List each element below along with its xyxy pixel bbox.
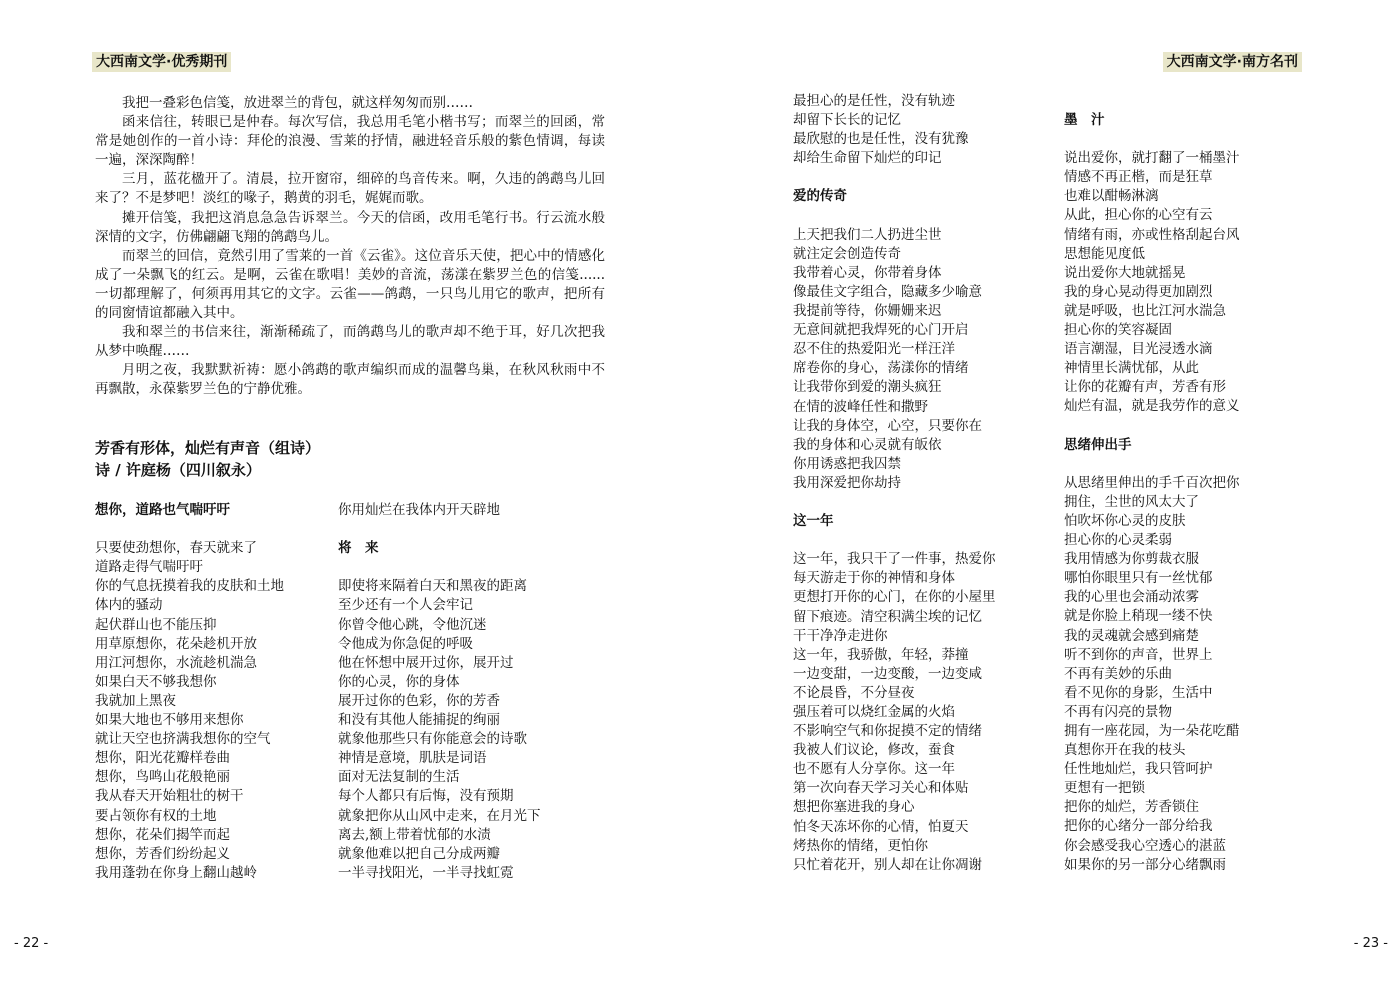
poem-title: 将 来 bbox=[338, 540, 379, 557]
poem-line: 语言潮湿，目光浸透水滴 bbox=[1064, 341, 1213, 358]
poem-line: 用江河想你，水流趁机湍急 bbox=[95, 654, 257, 671]
poem-line: 至少还有一个人会牢记 bbox=[338, 597, 473, 614]
poem-line: 也难以酣畅淋漓 bbox=[1064, 188, 1159, 205]
poem-line: 道路走得气喘吁吁 bbox=[95, 559, 203, 576]
poem-line: 无意间就把我焊死的心门开启 bbox=[793, 322, 969, 339]
stanza-gap bbox=[1064, 130, 1240, 149]
poem-line: 我带着心灵，你带着身体 bbox=[793, 264, 942, 281]
poem-line: 我用情感为你剪裁衣服 bbox=[1064, 551, 1199, 568]
poem-line: 我的身心晃动得更加剧烈 bbox=[1064, 283, 1213, 300]
poem-line: 我的灵魂就会感到痛楚 bbox=[1064, 627, 1199, 644]
poem-column-3 bbox=[793, 92, 996, 875]
prose-paragraph: 月明之夜，我默默祈祷：愿小鸽鹉的歌声编织而成的温馨鸟巢，在秋风秋雨中不再飘散，永葆紫罗兰色的宁静优雅。 bbox=[95, 362, 605, 398]
poem-line: 就象他难以把自己分成两瓣 bbox=[338, 845, 500, 862]
poem-column-2 bbox=[338, 501, 541, 883]
poem-line: 体内的骚动 bbox=[95, 597, 163, 614]
poem-line: 和没有其他人能捕捉的绚丽 bbox=[338, 712, 500, 729]
poem-line: 你会感受我心空透心的湛蓝 bbox=[1064, 837, 1226, 854]
stanza-gap bbox=[1064, 455, 1240, 474]
running-header-left: 大西南文学·优秀期刊 bbox=[92, 52, 231, 72]
poem-line: 更想有一把锁 bbox=[1064, 780, 1145, 797]
poem-line: 担心你的心灵柔弱 bbox=[1064, 532, 1172, 549]
stanza-gap bbox=[338, 520, 541, 539]
poem-line: 第一次向春天学习关心和体贴 bbox=[793, 780, 969, 797]
poem-line: 你的心灵，你的身体 bbox=[338, 673, 460, 690]
poem-title: 墨 汁 bbox=[1064, 112, 1105, 128]
poem-line: 你用灿烂在我体内开天辟地 bbox=[338, 502, 500, 518]
poem-line: 上天把我们二人扔进尘世 bbox=[793, 226, 942, 243]
poem-line: 灿烂有温，就是我劳作的意义 bbox=[1064, 398, 1240, 415]
poem-line: 最欣慰的也是任性，没有犹豫 bbox=[793, 131, 969, 148]
poem-line: 想你，鸟鸣山花般艳丽 bbox=[95, 769, 230, 786]
stanza-gap bbox=[1064, 417, 1240, 436]
prose-paragraph: 三月，蓝花楹开了。清晨，拉开窗帘，细碎的鸟音传来。啊，久违的鸽鹉鸟儿回来了？不是梦吧！淡红的喙子，鹅黄的羽毛，娓娓而歌。 bbox=[95, 171, 605, 207]
poem-line: 想你，花朵们揭竿而起 bbox=[95, 826, 230, 843]
poem-line: 他在怀想中展开过你，展开过 bbox=[338, 654, 514, 671]
poem-line: 就注定会创造传奇 bbox=[793, 245, 901, 262]
stanza-gap bbox=[793, 207, 996, 226]
poem-line: 最担心的是任性，没有轨迹 bbox=[793, 93, 955, 109]
poem-line: 席卷你的身心，荡漾你的情绪 bbox=[793, 360, 969, 377]
poem-line: 烤热你的情绪，更怕你 bbox=[793, 837, 928, 854]
poem-line: 就象把你从山风中走来，在月光下 bbox=[338, 807, 541, 824]
poem-line: 如果白天不够我想你 bbox=[95, 673, 217, 690]
prose-paragraph: 我和翠兰的书信来往，渐渐稀疏了，而鸽鹉鸟儿的歌声却不绝于耳，好几次把我从梦中唤醒…… bbox=[95, 324, 605, 360]
running-header-right: 大西南文学·南方名刊 bbox=[1163, 52, 1302, 72]
poem-line: 却留下长长的记忆 bbox=[793, 112, 901, 129]
poem-line: 一半寻找阳光，一半寻找虹霓 bbox=[338, 864, 514, 881]
poem-line: 我用蓬勃在你身上翻山越岭 bbox=[95, 864, 257, 881]
poem-title: 这一年 bbox=[793, 513, 834, 530]
poem-column-4 bbox=[1064, 111, 1240, 875]
poem-line: 要占领你有权的土地 bbox=[95, 807, 217, 824]
poem-title: 思绪伸出手 bbox=[1064, 436, 1132, 453]
poem-line: 如果大地也不够用来想你 bbox=[95, 712, 244, 729]
poem-line: 怕冬天冻坏你的心情，怕夏天 bbox=[793, 818, 969, 835]
poem-line: 令他成为你急促的呼吸 bbox=[338, 635, 473, 652]
poem-line: 我用深爱把你劫持 bbox=[793, 474, 901, 491]
poem-line: 看不见你的身影，生活中 bbox=[1064, 684, 1213, 701]
poem-line: 更想打开你的心门，在你的小屋里 bbox=[793, 589, 996, 606]
prose-paragraph: 函来信往，转眼已是仲春。每次写信，我总用毛笔小楷书写；而翠兰的回函，常常是她创作的一首小诗：拜伦的浪漫、雪莱的抒情，融进轻音乐般的紫色情调，每读一遍，深深陶醉！ bbox=[95, 114, 605, 169]
poem-line: 想把你塞进我的身心 bbox=[793, 799, 915, 816]
poem-line: 在情的波峰任性和撒野 bbox=[793, 398, 928, 415]
poem-set-byline: 诗 / 许庭杨（四川叙永） bbox=[95, 461, 261, 479]
poem-line: 情感不再正楷，而是狂草 bbox=[1064, 169, 1213, 186]
poem-line: 展开过你的色彩，你的芳香 bbox=[338, 692, 500, 709]
poem-line: 不再有美妙的乐曲 bbox=[1064, 665, 1172, 682]
poem-line: 思想能见度低 bbox=[1064, 245, 1145, 262]
poem-line: 不再有闪亮的景物 bbox=[1064, 703, 1172, 720]
page-number-right: - 23 - bbox=[1353, 936, 1388, 951]
poem-line: 我被人们议论，修改，蚕食 bbox=[793, 742, 955, 759]
poem-line: 也不愿有人分享你。这一年 bbox=[793, 761, 955, 778]
prose-paragraph: 摊开信笺，我把这消息急急告诉翠兰。今天的信函，改用毛笔行书。行云流水般深情的文字，仿佛翩翩飞翔的鸽鹉鸟儿。 bbox=[95, 209, 605, 245]
poem-line: 想你，芳香们纷纷起义 bbox=[95, 845, 230, 862]
poem-line: 拥有一座花园，为一朵花吃醋 bbox=[1064, 723, 1240, 739]
poem-line: 我就加上黑夜 bbox=[95, 692, 176, 709]
poem-line: 从思绪里伸出的手千百次把你 bbox=[1064, 474, 1240, 491]
poem-line: 留下痕迹。清空积满尘埃的记忆 bbox=[793, 608, 982, 625]
poem-line: 如果你的另一部分心绪飘雨 bbox=[1064, 856, 1226, 873]
stanza-gap bbox=[95, 520, 284, 539]
stanza-gap bbox=[338, 558, 541, 577]
poem-line: 我提前等待，你姗姗来迟 bbox=[793, 303, 942, 320]
poem-line: 只要使劲想你，春天就来了 bbox=[95, 540, 257, 557]
poem-line: 我的身体和心灵就有皈依 bbox=[793, 436, 942, 453]
page-number-left: - 22 - bbox=[14, 936, 49, 951]
poem-line: 说出爱你大地就摇晃 bbox=[1064, 264, 1186, 281]
poem-line: 就是你脸上稍现一缕不快 bbox=[1064, 608, 1213, 625]
poem-line: 哪怕你眼里只有一丝忧郁 bbox=[1064, 570, 1213, 587]
stanza-gap bbox=[793, 531, 996, 550]
stanza-gap bbox=[793, 168, 996, 187]
poem-line: 就让天空也挤满我想你的空气 bbox=[95, 731, 271, 748]
poem-line: 即使将来隔着白天和黑夜的距离 bbox=[338, 578, 527, 595]
poem-line: 离去,额上带着忧郁的水渍 bbox=[338, 826, 491, 843]
stanza-gap bbox=[793, 493, 996, 512]
poem-line: 每个人都只有后悔，没有预期 bbox=[338, 788, 514, 805]
poem-line: 让你的花瓣有声，芳香有形 bbox=[1064, 379, 1226, 396]
poem-line: 我从春天开始粗壮的树干 bbox=[95, 788, 244, 805]
poem-line: 像最佳文字组合，隐藏多少喻意 bbox=[793, 283, 982, 300]
poem-line: 你用诱惑把我囚禁 bbox=[793, 455, 901, 472]
poem-line: 说出爱你，就打翻了一桶墨汁 bbox=[1064, 150, 1240, 167]
poem-line: 你曾令他心跳，令他沉迷 bbox=[338, 616, 487, 633]
poem-line: 你的气息抚摸着我的皮肤和土地 bbox=[95, 578, 284, 595]
poem-line: 每天游走于你的神情和身体 bbox=[793, 570, 955, 587]
poem-line: 让我的身体空，心空，只要你在 bbox=[793, 417, 982, 434]
poem-line: 就象他那些只有你能意会的诗歌 bbox=[338, 731, 527, 748]
poem-line: 任性地灿烂，我只管呵护 bbox=[1064, 761, 1213, 778]
poem-line: 不影响空气和你捉摸不定的情绪 bbox=[793, 723, 982, 740]
poem-line: 情绪有雨，亦或性格刮起台风 bbox=[1064, 226, 1240, 243]
poem-line: 忍不住的热爱阳光一样汪洋 bbox=[793, 341, 955, 358]
poem-line: 从此，担心你的心空有云 bbox=[1064, 207, 1213, 224]
poem-line: 神情是意境，肌肤是词语 bbox=[338, 750, 487, 767]
poem-line: 听不到你的声音，世界上 bbox=[1064, 646, 1213, 663]
poem-line: 用草原想你，花朵趁机开放 bbox=[95, 635, 257, 652]
poem-line: 就是呼吸，也比江河水湍急 bbox=[1064, 302, 1226, 319]
poem-column-1 bbox=[95, 501, 284, 883]
poem-line: 想你，阳光花瓣样卷曲 bbox=[95, 750, 230, 767]
poem-title: 爱的传奇 bbox=[793, 188, 847, 205]
poem-set-heading bbox=[95, 437, 320, 481]
poem-line: 担心你的笑容凝固 bbox=[1064, 322, 1172, 339]
poem-line: 却给生命留下灿烂的印记 bbox=[793, 150, 942, 167]
prose-paragraph: 我把一叠彩色信笺，放进翠兰的背包，就这样匆匆而别…… bbox=[122, 95, 473, 111]
prose-body bbox=[95, 94, 605, 400]
poem-set-title: 芳香有形体，灿烂有声音（组诗） bbox=[95, 439, 321, 457]
poem-line: 拥住，尘世的风太大了 bbox=[1064, 493, 1199, 510]
poem-line: 干干净净走进你 bbox=[793, 627, 888, 644]
poem-title: 想你，道路也气喘吁吁 bbox=[95, 502, 230, 518]
poem-line: 面对无法复制的生活 bbox=[338, 769, 460, 786]
poem-line: 强压着可以烧红金属的火焰 bbox=[793, 704, 955, 720]
poem-line: 一边变甜，一边变酸，一边变咸 bbox=[793, 665, 982, 682]
poem-line: 把你的灿烂，芳香锁住 bbox=[1064, 799, 1199, 816]
poem-line: 怕吹坏你心灵的皮肤 bbox=[1064, 512, 1186, 529]
poem-line: 真想你开在我的枝头 bbox=[1064, 742, 1186, 759]
poem-line: 神情里长满忧郁，从此 bbox=[1064, 360, 1199, 377]
poem-line: 我的心里也会涌动浓雾 bbox=[1064, 589, 1199, 606]
poem-line: 让我带你到爱的潮头疯狂 bbox=[793, 379, 942, 396]
poem-line: 这一年，我骄傲，年轻，莽撞 bbox=[793, 646, 969, 663]
poem-line: 把你的心绪分一部分给我 bbox=[1064, 818, 1213, 835]
poem-line: 不论晨昏，不分昼夜 bbox=[793, 684, 915, 701]
poem-line: 这一年，我只干了一件事，热爱你 bbox=[793, 551, 996, 568]
prose-paragraph: 而翠兰的回信，竟然引用了雪莱的一首《云雀》。这位音乐天使，把心中的情感化成了一朵飘飞的红云。是啊，云雀在歌唱！美妙的音流，荡漾在紫罗兰色的信笺......一切都理解了，何须再用其它的文字。云雀——鸽鹉，一只鸟儿用它的歌声，把所有的同窗情谊都融入其中。 bbox=[95, 247, 605, 322]
poem-line: 起伏群山也不能压抑 bbox=[95, 616, 217, 633]
poem-line: 只忙着花开，别人却在让你凋谢 bbox=[793, 856, 982, 873]
